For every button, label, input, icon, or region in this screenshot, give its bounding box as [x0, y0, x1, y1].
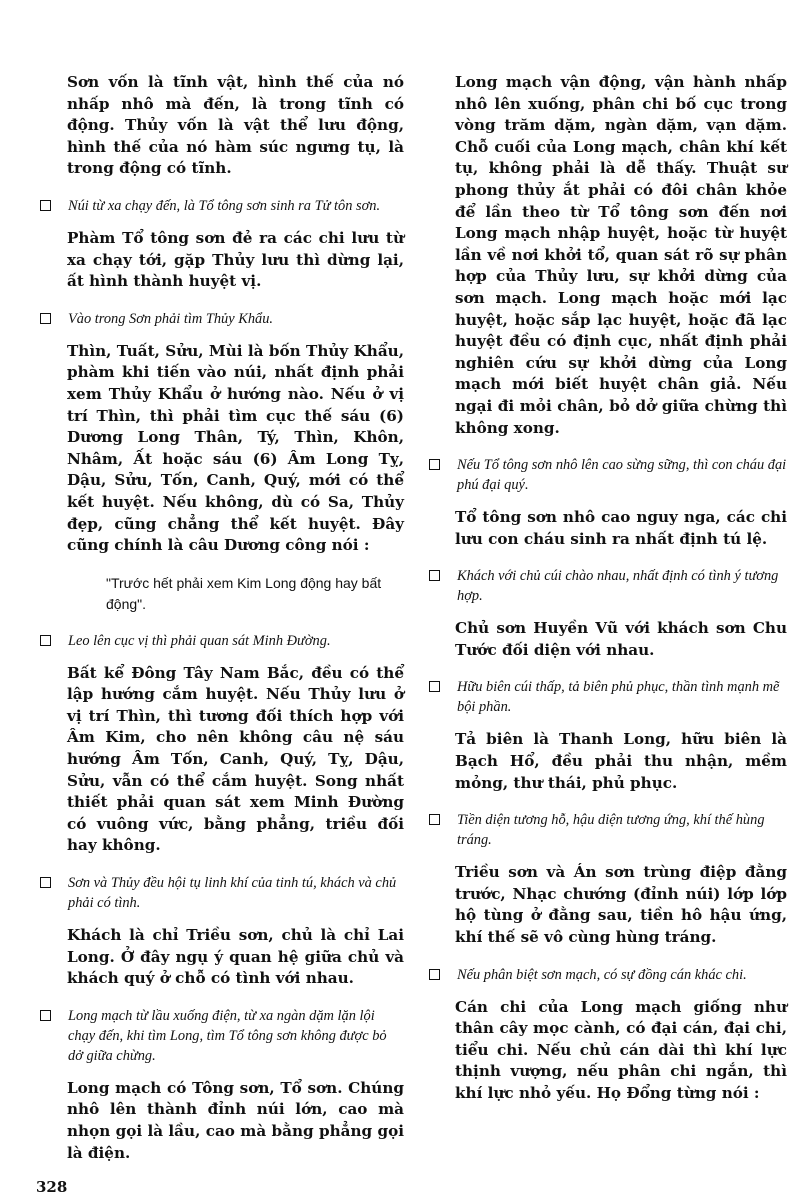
- section-heading: [425, 965, 787, 985]
- checkbox-bullet-icon: [429, 459, 440, 470]
- left-column: [36, 72, 404, 1180]
- heading-text: Tiền diện tương hỗ, hậu diện tương ứng, khí thế hùng tráng.: [457, 812, 765, 849]
- checkbox-bullet-icon: [429, 570, 440, 581]
- section-heading: [36, 873, 404, 913]
- section-body: Bất kể Đông Tây Nam Bắc, đều có thể lập hướng cắm huyệt. Nếu Thủy lưu ở vị trí Thìn, thì tương đối thích hợp với Âm Kim, cho nên không câu nệ sáu hướng Âm Tốn, Canh, Quý, Tỵ, Dậu, Sửu, vẫn có thể cắm huyệt. Song nhất thiết phải quan sát xem Minh Đường có vuông vức, bằng phẳng, triều đối hay không.: [67, 663, 404, 855]
- section-heading: [36, 1006, 404, 1066]
- section-body: Triều sơn và Án sơn trùng điệp đằng trước, Nhạc chướng (đỉnh núi) lớp lớp hộ tùng ở đằng sau, tiền hô hậu ứng, khí thế sẽ vô cùng hùng tráng.: [455, 863, 787, 947]
- quotation: "Trước hết phải xem Kim Long động hay bất động".: [106, 574, 382, 612]
- section-body: Tả biên là Thanh Long, hữu biên là Bạch Hổ, đều phải thu nhận, mềm mỏng, thư thái, phủ phục.: [455, 730, 787, 792]
- checkbox-bullet-icon: [40, 877, 51, 888]
- section-body: Chủ sơn Huyền Vũ với khách sơn Chu Tước đối diện với nhau.: [455, 619, 787, 659]
- section-heading: [36, 196, 404, 216]
- heading-text: Leo lên cục vị thì phải quan sát Minh Đường.: [68, 632, 331, 649]
- section-heading: [36, 309, 404, 329]
- checkbox-bullet-icon: [429, 681, 440, 692]
- checkbox-bullet-icon: [429, 814, 440, 825]
- heading-text: Khách với chủ cúi chào nhau, nhất định có tình ý tương hợp.: [457, 568, 779, 605]
- section-heading: [36, 631, 404, 651]
- heading-text: Núi từ xa chạy đến, là Tổ tông sơn sinh ra Tử tôn sơn.: [68, 197, 381, 214]
- section-body: Thìn, Tuất, Sửu, Mùi là bốn Thủy Khẩu, phàm khi tiến vào núi, nhất định phải xem Thủy Khẩu ở hướng nào. Nếu ở vị trí Thìn, thì phải tìm cục thế sáu (6) Dương Long Thân, Tý, Thìn, Khôn, Nhâm, Ất hoặc sáu (6) Âm Long Tỵ, Dậu, Sửu, Tốn, Canh, Quý, mới có thể kết huyệt. Nếu không, dù có Sa, Thủy đẹp, cũng chẳng thể kết huyệt. Đây cũng chính là câu Dương công nói :: [67, 341, 404, 555]
- section-heading: [425, 455, 787, 495]
- section-heading: [425, 677, 787, 717]
- checkbox-bullet-icon: [40, 1010, 51, 1021]
- checkbox-bullet-icon: [40, 635, 51, 646]
- section-body: Khách là chỉ Triều sơn, chủ là chỉ Lai Long. Ở đây ngụ ý quan hệ giữa chủ và khách quý ở chỗ có tình với nhau.: [67, 926, 404, 988]
- section-body: Tổ tông sơn nhô cao nguy nga, các chi lưu con cháu sinh ra nhất định tú lệ.: [455, 508, 787, 548]
- section-heading: [425, 566, 787, 606]
- heading-text: Sơn và Thủy đều hội tụ linh khí của tinh tú, khách và chủ phải có tình.: [68, 875, 397, 912]
- section-body: Phàm Tổ tông sơn đẻ ra các chi lưu từ xa chạy tới, gặp Thủy lưu thì dừng lại, ất hình thành huyệt vị.: [67, 228, 404, 291]
- checkbox-bullet-icon: [40, 200, 51, 211]
- right-intro-paragraph: Long mạch vận động, vận hành nhấp nhô lên xuống, phân chi bố cục trong vòng trăm dặm, ngàn dặm, vạn dặm. Chỗ cuối của Long mạch, chân khí kết tụ, không phải là dễ thấy. Thuật sư phong thủy ắt phải có đôi chân khỏe để lần theo từ Tổ tông sơn đến nơi Long mạch nhập huyệt, hoặc từ huyệt lần về nơi khởi tổ, quan sát rõ sự phân hợp của Thủy lưu, sự khởi dừng của sơn mạch. Long mạch hoặc mới lạc huyệt, hoặc sắp lạc huyệt, hoặc đã lạc huyệt đều có định cục, nhất định phải nghiên cứu sự khởi dừng của Long mạch mới biết huyệt chân giả. Nếu ngại đi mỏi chân, bỏ dở giữa chừng thì không xong.: [455, 73, 787, 437]
- right-column: [425, 72, 787, 1121]
- checkbox-bullet-icon: [40, 313, 51, 324]
- heading-text: Nếu phân biệt sơn mạch, có sự đồng cán khác chi.: [457, 966, 747, 983]
- section-heading: [425, 810, 787, 850]
- heading-text: Long mạch từ lầu xuống điện, từ xa ngàn dặm lặn lội chạy đến, khi tìm Long, tìm Tổ tông sơn không được bỏ dở giữa chừng.: [68, 1007, 387, 1064]
- heading-text: Hữu biên cúi thấp, tả biên phủ phục, thần tình mạnh mẽ bội phần.: [457, 679, 780, 716]
- page-number: 328: [36, 1178, 68, 1196]
- checkbox-bullet-icon: [429, 969, 440, 980]
- heading-text: Vào trong Sơn phải tìm Thủy Khẩu.: [68, 310, 274, 327]
- section-body: Long mạch có Tông sơn, Tổ sơn. Chúng nhô lên thành đỉnh núi lớn, cao mà nhọn gọi là lầu, cao mà bằng phẳng gọi là điện.: [67, 1078, 404, 1162]
- heading-text: Nếu Tổ tông sơn nhô lên cao sừng sững, thì con cháu đại phú đại quý.: [457, 457, 787, 494]
- section-body: Cán chi của Long mạch giống như thân cây mọc cành, có đại cán, đại chi, tiểu chi. Nếu chủ cán dài thì khí lực thịnh vượng, nếu phân chi ngắn, thì khí lực nhỏ yếu. Họ Đổng từng nói :: [455, 997, 787, 1102]
- left-intro-paragraph: Sơn vốn là tĩnh vật, hình thế của nó nhấp nhô mà đến, là trong tĩnh có động. Thủy vốn là vật thể lưu động, hình thế của nó hàm súc ngưng tụ, là trong động có tĩnh.: [67, 73, 404, 178]
